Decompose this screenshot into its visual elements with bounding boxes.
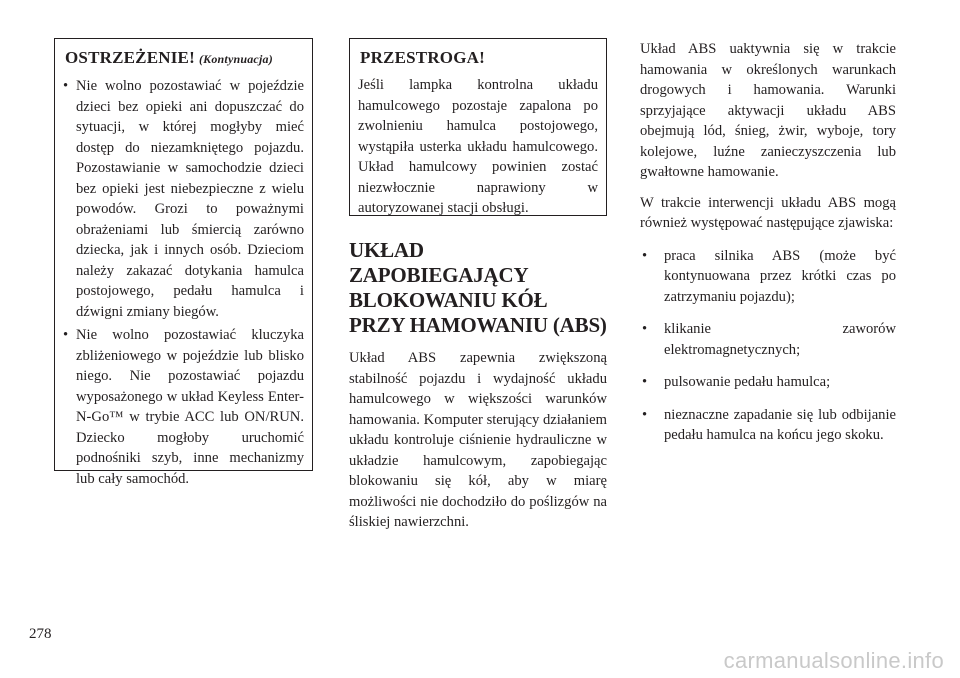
abs-phenomena-intro: W trakcie interwencji układu ABS mogą również występować następujące zjawiska:: [640, 194, 896, 231]
section-heading: UKŁAD ZAPOBIEGAJĄCY BLOKOWANIU KÓŁ PRZY HAMOWANIU (ABS): [349, 238, 607, 337]
list-item: • praca silnika ABS (może być kontynuowana przez krótki czas po zatrzymaniu pojazdu);: [640, 246, 896, 308]
warning-box: [54, 38, 313, 487]
warning-subtitle: (Kontynuacja): [198, 52, 273, 66]
warning-title-text: OSTRZEŻENIE!: [65, 48, 195, 67]
warning-item: • Nie wolno pozostawiać kluczyka zbliżeniowego w pojeździe lub blisko niego. Nie pozostawiać pojazdu wyposażonego w układ Keyless Enter-N-Go™ w trybie ACC lub ON/RUN. Dziecko mogłoby uruchomić podnośniki szyb, inne mechanizmy lub cały samochód.: [63, 325, 304, 489]
list-item: • nieznaczne zapadanie się lub odbijanie pedału hamulca na końcu jego skoku.: [640, 405, 896, 446]
middle-column: [349, 38, 607, 533]
watermark: carmanualsonline.info: [723, 648, 944, 673]
caution-box: [349, 38, 607, 216]
abs-phenomena-list: [640, 246, 896, 446]
left-column: [54, 38, 313, 487]
abs-activation-text: Układ ABS uaktywnia się w trakcie hamowania w określonych warunkach drogowych i hamowania. Warunki sprzyjające aktywacji układu ABS obejmują lód, śnieg, żwir, wyboje, tory kolejowe, luźne zanieczyszczenia lub gwałtowne hamowanie.: [640, 41, 896, 180]
warning-title: [65, 47, 304, 70]
section-intro: Układ ABS zapewnia zwiększoną stabilność pojazdu i wydajność układu hamulcowego w większości warunków hamowania. Komputer sterujący działaniem układu kontroluje ciśnienie hydrauliczne w układzie hamulcowym, zapobiegając blokowaniu się kół, aby w miarę możliwości nie dochodziło do poślizgów na śliskiej nawierzchni.: [349, 350, 607, 530]
list-item: • pulsowanie pedału hamulca;: [640, 372, 896, 393]
list-item: • klikanie zaworów elektromagnetycznych;: [640, 319, 896, 360]
page-number: 278: [29, 626, 52, 642]
warning-list: [63, 76, 304, 489]
caution-text: Jeśli lampka kontrolna układu hamulcowego pozostaje zapalona po zwolnieniu hamulca postojowego, wystąpiła usterka układu hamulcowego. Układ hamulcowy powinien zostać niezwłocznie naprawiony w autoryzowanej stacji obsługi.: [358, 77, 598, 216]
caution-title: PRZESTROGA!: [360, 48, 485, 67]
warning-item: • Nie wolno pozostawiać w pojeździe dzieci bez opieki ani dopuszczać do sytuacji, w której mogłyby mieć dostęp do niezamkniętego pojazdu. Pozostawianie w samochodzie dzieci bez opieki jest niebezpieczne z wielu powodów. Grozi to poważnymi obrażeniami lub śmiercią zarówno dziecka, jak i innych osób. Dzieciom należy zakazać dotykania hamulca postojowego, pedału hamulca i dźwigni zmiany biegów.: [63, 76, 304, 322]
right-column: [640, 39, 896, 446]
